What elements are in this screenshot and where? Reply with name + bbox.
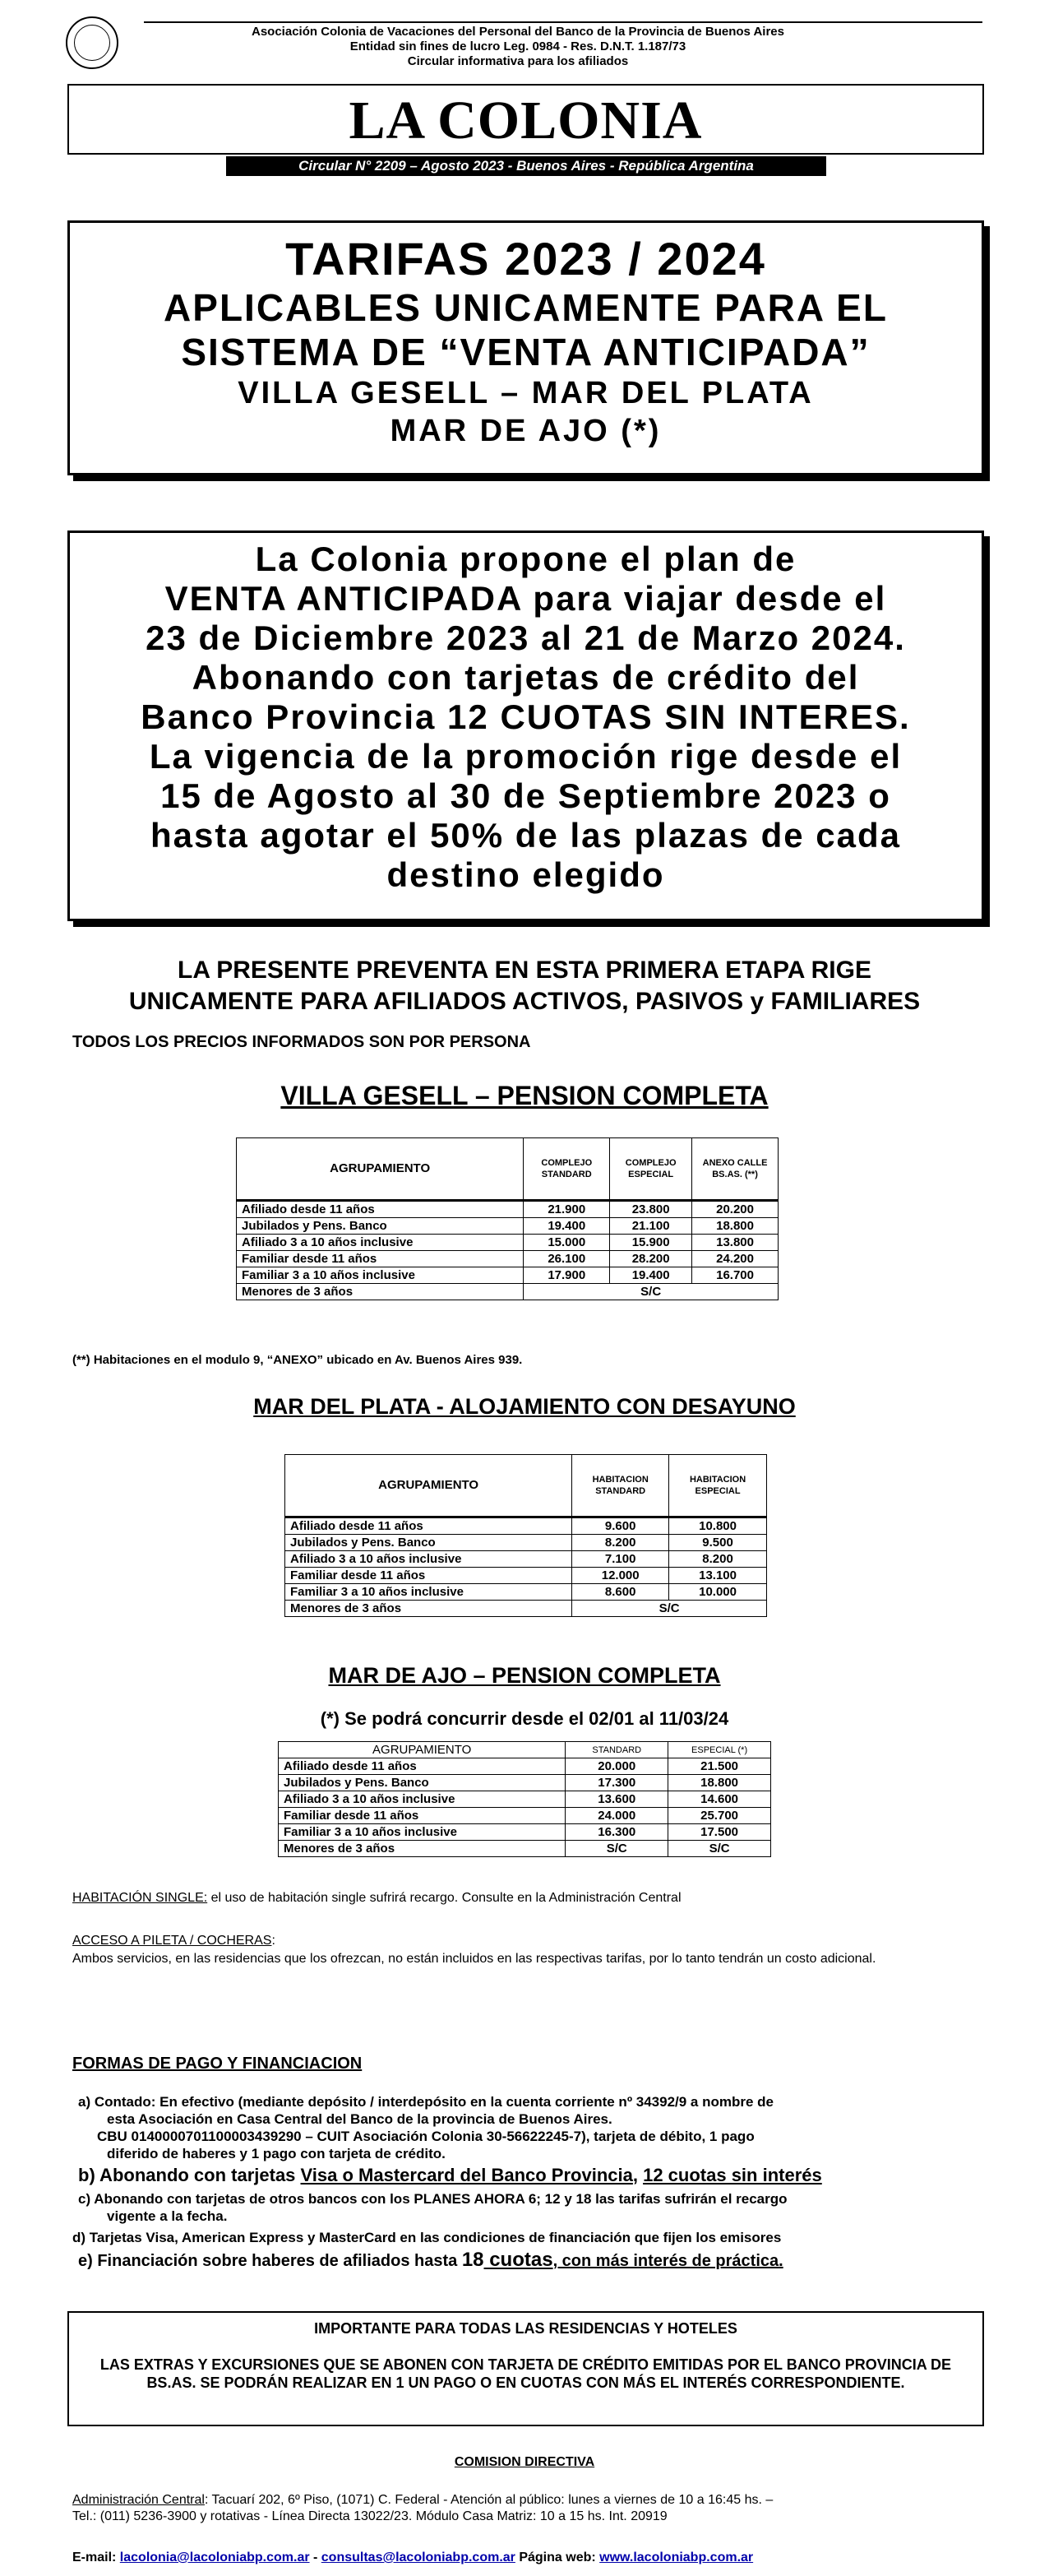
seal-inner-ring <box>74 25 110 61</box>
precios-note: TODOS LOS PRECIOS INFORMADOS SON POR PERSONA <box>72 1033 531 1051</box>
promo-line: Banco Provincia 12 CUOTAS SIN INTERES. <box>141 697 911 736</box>
pool-parking-info <box>72 1932 977 1968</box>
table-cell: 26.100 <box>524 1251 610 1267</box>
promo-line: Abonando con tarjetas de crédito del <box>192 658 860 697</box>
table-cell: Familiar desde 11 años <box>279 1808 566 1824</box>
table-header: STANDARD <box>566 1742 668 1758</box>
table-cell: 9.600 <box>572 1517 669 1535</box>
table-cell: Afiliado desde 11 años <box>285 1517 572 1535</box>
table-cell: 13.800 <box>692 1235 779 1251</box>
table-cell: 14.600 <box>668 1791 771 1808</box>
email-separator: - <box>309 2551 321 2564</box>
payment-option-a-line2: esta Asociación en Casa Central del Banco de la provincia de Buenos Aires. <box>107 2111 612 2127</box>
mar-de-ajo-title-text: MAR DE AJO – PENSION COMPLETA <box>328 1663 721 1688</box>
payment-option-a-line3: CBU 0140000701100003439290 – CUIT Asociación Colonia 30-56622245-7), tarjeta de débito, 1 pago <box>97 2129 755 2144</box>
table-row <box>279 1841 771 1857</box>
table-cell: Afiliado desde 11 años <box>279 1758 566 1775</box>
payment-option-b-comma: , <box>632 2165 644 2185</box>
email-label: E-mail: <box>72 2551 120 2564</box>
table-cell: Familiar 3 a 10 años inclusive <box>237 1267 524 1284</box>
table-cell: 8.600 <box>572 1584 669 1601</box>
tarifas-subtitle-1: APLICABLES UNICAMENTE PARA EL <box>164 286 888 329</box>
pool-parking-text: Ambos servicios, en las residencias que los ofrezcan, no están incluidos en las respectivas tarifas, por lo tanto tendrán un costo adicional. <box>72 1952 876 1966</box>
table-cell: 13.100 <box>669 1568 767 1584</box>
promo-box <box>67 530 984 921</box>
table-header: HABITACION STANDARD <box>572 1455 669 1517</box>
tarifas-box <box>67 220 984 475</box>
comision-directiva-heading: COMISION DIRECTIVA <box>454 2455 595 2469</box>
promo-text <box>70 533 982 895</box>
table-cell: 9.500 <box>669 1535 767 1551</box>
table-cell: 10.800 <box>669 1517 767 1535</box>
payment-option-c-line2: vigente a la fecha. <box>107 2208 228 2224</box>
villa-gesell-title-text: VILLA GESELL – PENSION COMPLETA <box>280 1081 769 1110</box>
table-cell: Afiliado desde 11 años <box>237 1201 524 1218</box>
table-row <box>237 1218 779 1235</box>
promo-line: 15 de Agosto al 30 de Septiembre 2023 o <box>160 776 891 815</box>
promo-line: La vigencia de la promoción rige desde el <box>149 737 903 776</box>
table-cell: 17.900 <box>524 1267 610 1284</box>
table-cell: S/C <box>524 1284 779 1300</box>
table-header: AGRUPAMIENTO <box>285 1455 572 1517</box>
association-seal-logo <box>66 16 118 69</box>
anexo-footnote: (**) Habitaciones en el modulo 9, “ANEXO” ubicado en Av. Buenos Aires 939. <box>72 1353 523 1367</box>
table-row <box>237 1251 779 1267</box>
table-row <box>237 1235 779 1251</box>
single-room-text: el uso de habitación single sufrirá recargo. Consulte en la Administración Central <box>207 1891 682 1905</box>
table-cell: 20.000 <box>566 1758 668 1775</box>
table-row <box>237 1267 779 1284</box>
table-row <box>279 1808 771 1824</box>
mar-de-ajo-dates: (*) Se podrá concurrir desde el 02/01 al 11/03/24 <box>320 1708 729 1729</box>
pool-parking-label: ACCESO A PILETA / COCHERAS <box>72 1934 272 1948</box>
email-link-lacolonia[interactable]: lacolonia@lacoloniabp.com.ar <box>119 2551 310 2564</box>
mar-del-plata-table <box>284 1454 767 1617</box>
table-cell: 24.200 <box>692 1251 779 1267</box>
table-cell: 8.200 <box>669 1551 767 1568</box>
admin-address-line <box>72 2492 993 2509</box>
table-row <box>285 1601 767 1617</box>
promo-line: VENTA ANTICIPADA para viajar desde el <box>164 579 887 618</box>
table-cell: S/C <box>668 1841 771 1857</box>
promo-line: La Colonia propone el plan de <box>255 540 797 578</box>
table-header: AGRUPAMIENTO <box>237 1138 524 1201</box>
table-cell: 16.300 <box>566 1824 668 1841</box>
tarifas-subtitle-2: SISTEMA DE “VENTA ANTICIPADA” <box>181 331 871 373</box>
table-cell: 7.100 <box>572 1551 669 1568</box>
table-row <box>279 1791 771 1808</box>
payment-option-b-prefix: b) Abonando con tarjetas <box>78 2165 301 2185</box>
phone-line: Tel.: (011) 5236-3900 y rotativas - Línea Directa 13022/23. Módulo Casa Matriz: 10 a 15 hs. Int. 20919 <box>72 2509 668 2523</box>
table-header: COMPLEJO ESPECIAL <box>610 1138 692 1201</box>
table-cell: 19.400 <box>524 1218 610 1235</box>
org-circular-desc: Circular informativa para los afiliados <box>407 54 629 68</box>
payment-option-b-cards: Visa o Mastercard del Banco Provincia <box>300 2165 633 2185</box>
table-cell: S/C <box>566 1841 668 1857</box>
masthead-title: LA COLONIA <box>67 84 984 155</box>
preventa-line-2: UNICAMENTE PARA AFILIADOS ACTIVOS, PASIVOS y FAMILIARES <box>128 988 921 1015</box>
table-cell: 23.800 <box>610 1201 692 1218</box>
table-row <box>237 1284 779 1300</box>
single-room-info <box>72 1889 977 1907</box>
table-row <box>285 1568 767 1584</box>
tarifas-locations-2: MAR DE AJO (*) <box>390 414 662 448</box>
villa-gesell-table <box>236 1137 779 1300</box>
table-cell: Afiliado 3 a 10 años inclusive <box>285 1551 572 1568</box>
org-name: Asociación Colonia de Vacaciones del Personal del Banco de la Provincia de Buenos Aires <box>252 25 784 39</box>
table-cell: 18.800 <box>668 1775 771 1791</box>
table-cell: 20.200 <box>692 1201 779 1218</box>
table-row <box>285 1535 767 1551</box>
table-cell: Menores de 3 años <box>285 1601 572 1617</box>
payment-option-e-suffix: , con más interés de práctica. <box>552 2252 783 2270</box>
mar-del-plata-title <box>0 1394 1049 1420</box>
payment-option-e-cuotas: cuotas <box>483 2249 553 2271</box>
payment-option-e-prefix: e) Financiación sobre haberes de afiliados hasta <box>78 2252 462 2270</box>
header-rule <box>144 21 982 23</box>
promo-line: hasta agotar el 50% de las plazas de cada <box>150 816 902 855</box>
email-link-consultas[interactable]: consultas@lacoloniabp.com.ar <box>321 2551 515 2564</box>
payment-option-e-number: 18 <box>461 2249 484 2271</box>
table-cell: Jubilados y Pens. Banco <box>279 1775 566 1791</box>
table-cell: 13.600 <box>566 1791 668 1808</box>
website-link[interactable]: www.lacoloniabp.com.ar <box>599 2551 754 2564</box>
mar-del-plata-title-text: MAR DEL PLATA - ALOJAMIENTO CON DESAYUNO <box>253 1394 796 1419</box>
table-cell: 8.200 <box>572 1535 669 1551</box>
promo-line: 23 de Diciembre 2023 al 21 de Marzo 2024. <box>146 619 906 657</box>
table-cell: 15.000 <box>524 1235 610 1251</box>
table-cell: 21.500 <box>668 1758 771 1775</box>
table-row <box>285 1517 767 1535</box>
table-cell: Menores de 3 años <box>237 1284 524 1300</box>
table-header: ANEXO CALLE BS.AS. (**) <box>692 1138 779 1201</box>
table-cell: 21.900 <box>524 1201 610 1218</box>
pool-parking-colon: : <box>271 1934 275 1948</box>
table-header: HABITACION ESPECIAL <box>669 1455 767 1517</box>
importante-text: LAS EXTRAS Y EXCURSIONES QUE SE ABONEN CON TARJETA DE CRÉDITO EMITIDAS POR EL BANCO PROVINCIA DE BS.AS. SE PODRÁN REALIZAR EN 1 UN PAGO O EN CUOTAS CON MÁS EL INTERÉS CORRESPONDIENTE. <box>99 2356 952 2391</box>
mar-de-ajo-table <box>278 1741 771 1857</box>
table-cell: Jubilados y Pens. Banco <box>237 1218 524 1235</box>
payment-option-b <box>78 2166 822 2184</box>
payment-option-c-line1: c) Abonando con tarjetas de otros bancos con los PLANES AHORA 6; 12 y 18 las tarifas sufrirán el recargo <box>78 2191 788 2207</box>
table-cell: 25.700 <box>668 1808 771 1824</box>
table-header: ESPECIAL (*) <box>668 1742 771 1758</box>
table-cell: 15.900 <box>610 1235 692 1251</box>
villa-gesell-title <box>0 1081 1049 1111</box>
table-cell: 24.000 <box>566 1808 668 1824</box>
table-cell: 16.700 <box>692 1267 779 1284</box>
payment-option-a-line4: diferido de haberes y 1 pago con tarjeta de crédito. <box>107 2146 446 2161</box>
table-row <box>279 1824 771 1841</box>
table-cell: 12.000 <box>572 1568 669 1584</box>
circular-info-bar: Circular N° 2209 – Agosto 2023 - Buenos Aires - República Argentina <box>226 156 826 176</box>
payment-option-e <box>78 2251 783 2270</box>
table-header: COMPLEJO STANDARD <box>524 1138 610 1201</box>
importante-box <box>67 2311 984 2426</box>
table-cell: 17.300 <box>566 1775 668 1791</box>
table-cell: Menores de 3 años <box>279 1841 566 1857</box>
promo-line: destino elegido <box>386 855 665 894</box>
table-row <box>285 1584 767 1601</box>
table-row <box>279 1758 771 1775</box>
table-cell: 17.500 <box>668 1824 771 1841</box>
table-cell: Jubilados y Pens. Banco <box>285 1535 572 1551</box>
single-room-label: HABITACIÓN SINGLE: <box>72 1891 208 1905</box>
formas-pago-title: FORMAS DE PAGO Y FINANCIACION <box>72 2055 363 2073</box>
table-cell: Familiar 3 a 10 años inclusive <box>279 1824 566 1841</box>
table-cell: Afiliado 3 a 10 años inclusive <box>279 1791 566 1808</box>
importante-title: IMPORTANTE PARA TODAS LAS RESIDENCIAS Y HOTELES <box>314 2320 737 2337</box>
table-row <box>285 1551 767 1568</box>
table-header: AGRUPAMIENTO <box>279 1742 566 1758</box>
table-cell: 19.400 <box>610 1267 692 1284</box>
tarifas-title: TARIFAS 2023 / 2024 <box>285 233 766 285</box>
tarifas-locations-1: VILLA GESELL – MAR DEL PLATA <box>238 376 814 410</box>
table-cell: 10.000 <box>669 1584 767 1601</box>
mar-de-ajo-title <box>0 1663 1049 1689</box>
table-cell: Familiar 3 a 10 años inclusive <box>285 1584 572 1601</box>
organization-info <box>164 25 871 69</box>
org-legal: Entidad sin fines de lucro Leg. 0984 - Res. D.N.T. 1.187/73 <box>349 39 686 53</box>
table-row <box>279 1775 771 1791</box>
table-cell: Familiar desde 11 años <box>237 1251 524 1267</box>
web-label: Página web: <box>515 2551 600 2564</box>
contact-line <box>72 2550 993 2566</box>
table-cell: S/C <box>572 1601 767 1617</box>
table-cell: 28.200 <box>610 1251 692 1267</box>
table-row <box>237 1201 779 1218</box>
admin-label: Administración Central <box>72 2493 205 2507</box>
table-cell: 18.800 <box>692 1218 779 1235</box>
admin-text: : Tacuarí 202, 6º Piso, (1071) C. Federal - Atención al público: lunes a viernes de 10 a 16:45 hs. – <box>204 2493 774 2507</box>
table-cell: 21.100 <box>610 1218 692 1235</box>
table-cell: Familiar desde 11 años <box>285 1568 572 1584</box>
payment-option-a-line1: a) Contado: En efectivo (mediante depósito / interdepósito en la cuenta corriente nº 34392/9 a nombre de <box>78 2094 774 2110</box>
payment-option-b-cuotas: 12 cuotas sin interés <box>643 2165 822 2185</box>
table-cell: Afiliado 3 a 10 años inclusive <box>237 1235 524 1251</box>
preventa-line-1: LA PRESENTE PREVENTA EN ESTA PRIMERA ETAPA RIGE <box>178 957 871 984</box>
payment-option-d: d) Tarjetas Visa, American Express y MasterCard en las condiciones de financiación que fijen los emisores <box>72 2230 782 2245</box>
